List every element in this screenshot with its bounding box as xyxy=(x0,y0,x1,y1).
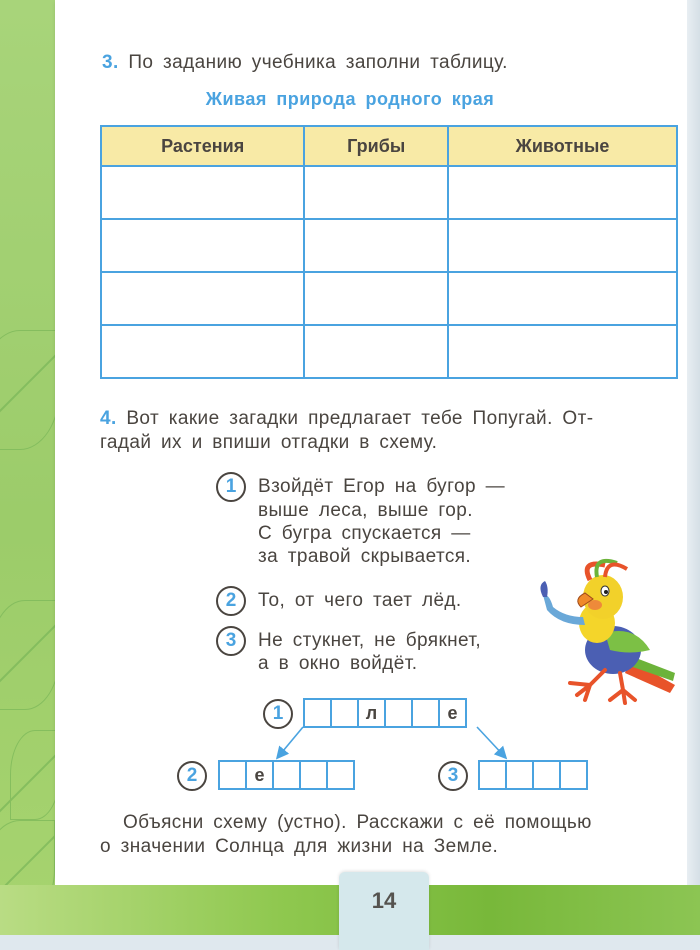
page-edge xyxy=(687,0,700,950)
header-animals: Животные xyxy=(448,126,677,166)
table-cell[interactable] xyxy=(304,325,448,378)
table-row xyxy=(101,166,677,219)
table-cell[interactable] xyxy=(448,219,677,272)
nature-table xyxy=(100,125,678,379)
table-cell[interactable] xyxy=(304,166,448,219)
riddle-3-line: а в окно войдёт. xyxy=(258,653,418,674)
leaf-pattern-icon xyxy=(0,330,60,450)
table-row xyxy=(101,272,677,325)
task4-instruction-text: Вот какие загадки предлагает тебе Попугай. От- xyxy=(126,408,594,429)
riddle-1-line: С бугра спускается — xyxy=(258,523,471,544)
table-title: Живая природа родного края xyxy=(205,89,495,109)
leaf-pattern-icon xyxy=(0,600,60,710)
letter-cell[interactable] xyxy=(559,760,588,790)
task4-number: 4. xyxy=(100,408,117,429)
page-number-tab xyxy=(339,872,429,950)
header-plants: Растения xyxy=(101,126,304,166)
table-cell[interactable] xyxy=(448,272,677,325)
letter-cell[interactable] xyxy=(218,760,247,790)
table-row xyxy=(101,325,677,378)
letter-cell[interactable] xyxy=(299,760,328,790)
task3-instruction xyxy=(102,52,508,74)
task4-instruction-line2: гадай их и впиши отгадки в схему. xyxy=(100,432,438,453)
scheme-word1-boxes xyxy=(303,698,467,728)
task3-number: 3. xyxy=(102,52,119,73)
letter-cell[interactable]: л xyxy=(357,698,386,728)
closing-line2: о значении Солнца для жизни на Земле. xyxy=(100,836,499,857)
table-cell[interactable] xyxy=(101,219,304,272)
table-cell[interactable] xyxy=(304,219,448,272)
scheme-word3-badge: 3 xyxy=(438,761,468,791)
leaf-pattern-icon xyxy=(10,730,60,820)
letter-cell[interactable] xyxy=(330,698,359,728)
closing-line1: Объясни схему (устно). Расскажи с её помощью xyxy=(123,812,592,833)
task4-instruction-line1 xyxy=(100,408,593,430)
riddle-3-badge: 3 xyxy=(216,626,246,656)
riddle-1-line: выше леса, выше гор. xyxy=(258,500,473,521)
riddle-1-line: Взойдёт Егор на бугор — xyxy=(258,476,506,497)
riddle-1-badge: 1 xyxy=(216,472,246,502)
table-cell[interactable] xyxy=(101,272,304,325)
letter-cell[interactable] xyxy=(384,698,413,728)
letter-cell[interactable] xyxy=(505,760,534,790)
scheme-word2-badge: 2 xyxy=(177,761,207,791)
letter-cell[interactable]: е xyxy=(245,760,274,790)
scheme-word3-boxes xyxy=(478,760,588,790)
parrot-illustration-icon xyxy=(535,555,685,705)
letter-cell[interactable] xyxy=(303,698,332,728)
table-header-row xyxy=(101,126,677,166)
riddle-3-line: Не стукнет, не брякнет, xyxy=(258,630,482,651)
table-cell[interactable] xyxy=(304,272,448,325)
table-cell[interactable] xyxy=(101,166,304,219)
letter-cell[interactable]: е xyxy=(438,698,467,728)
letter-cell[interactable] xyxy=(326,760,355,790)
page-number: 14 xyxy=(371,888,397,913)
riddle-1-line: за травой скрывается. xyxy=(258,546,472,567)
table-cell[interactable] xyxy=(101,325,304,378)
table-cell[interactable] xyxy=(448,166,677,219)
table-cell[interactable] xyxy=(448,325,677,378)
scheme-word2-boxes xyxy=(218,760,355,790)
riddle-2-line: То, от чего тает лёд. xyxy=(258,590,462,611)
letter-cell[interactable] xyxy=(272,760,301,790)
riddle-2-badge: 2 xyxy=(216,586,246,616)
table-row xyxy=(101,219,677,272)
letter-cell[interactable] xyxy=(478,760,507,790)
task3-instruction-text: По заданию учебника заполни таблицу. xyxy=(128,52,508,73)
letter-cell[interactable] xyxy=(532,760,561,790)
scheme-word1-badge: 1 xyxy=(263,699,293,729)
header-fungi: Грибы xyxy=(304,126,448,166)
letter-cell[interactable] xyxy=(411,698,440,728)
